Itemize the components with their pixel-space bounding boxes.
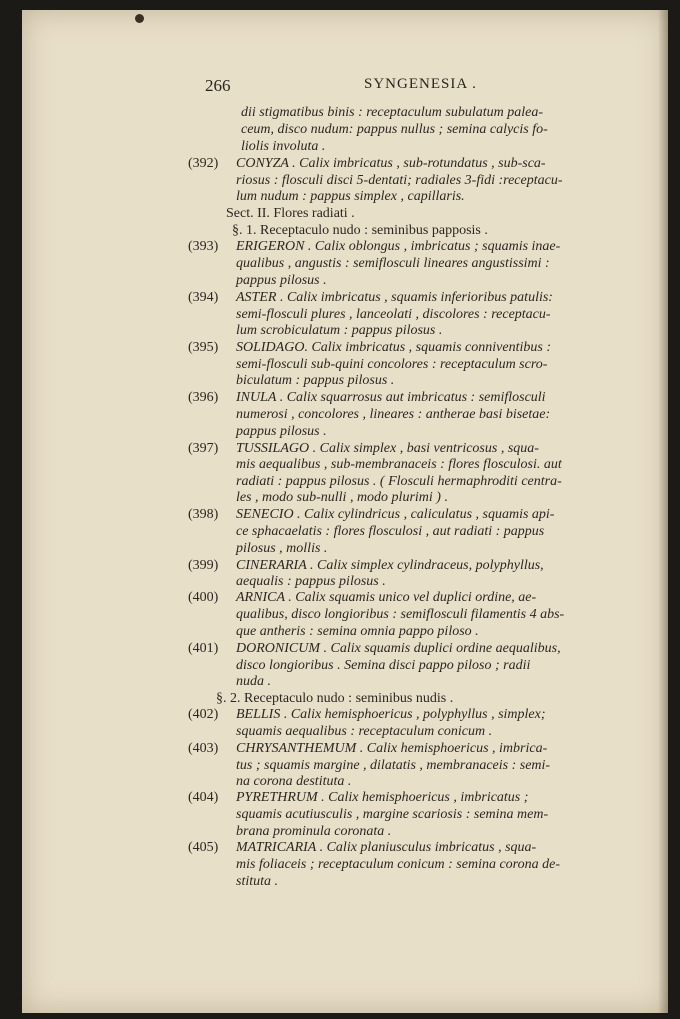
text-line: mis aequalibus , sub-membranaceis : flores flosculosi. aut xyxy=(236,457,562,472)
text-line: qualibus, disco longioribus : semiflosculi filamentis 4 abs- xyxy=(236,607,565,622)
text-line: pappus pilosus . xyxy=(236,424,327,439)
text-line: ARNICA . Calix squamis unico vel duplici ordine, ae- xyxy=(236,590,537,605)
text-line: pappus pilosus . xyxy=(236,273,327,288)
section-heading: Sect. II. Flores radiati . xyxy=(226,206,355,221)
text-line: na corona destituta . xyxy=(236,774,352,789)
page-number: 266 xyxy=(205,76,231,95)
entry-number: (403) xyxy=(188,741,219,756)
entry-number: (395) xyxy=(188,340,219,355)
text-line: liolis involuta . xyxy=(241,139,326,154)
text-line: semi-flosculi sub-quini concolores : receptaculum scro- xyxy=(236,357,548,372)
entry-number: (394) xyxy=(188,290,219,305)
text-line: MATRICARIA . Calix planiusculus imbricatus , squa- xyxy=(236,840,537,855)
entry-number: (396) xyxy=(188,390,219,405)
entry-number: (393) xyxy=(188,239,219,254)
text-line: SENECIO . Calix cylindricus , caliculatus , squamis api- xyxy=(236,507,555,522)
page-header xyxy=(22,76,668,96)
text-line: pilosus , mollis . xyxy=(236,541,328,556)
text-line: biculatum : pappus pilosus . xyxy=(236,373,395,388)
text-line: ceum, disco nudum: pappus nullus ; semina calycis fo- xyxy=(241,122,548,137)
entry-number: (392) xyxy=(188,156,219,171)
text-line: radiati : pappus pilosus . ( Flosculi hermaphroditi centra- xyxy=(236,474,562,489)
text-line: CINERARIA . Calix simplex cylindraceus, polyphyllus, xyxy=(236,558,544,573)
text-line: les , modo sub-nulli , modo plurimi ) . xyxy=(236,490,448,505)
text-line: INULA . Calix squarrosus aut imbricatus : semiflosculi xyxy=(236,390,546,405)
text-line: stituta . xyxy=(236,874,279,889)
entry-number: (404) xyxy=(188,790,219,805)
text-line: aequalis : pappus pilosus . xyxy=(236,574,386,589)
subsection-heading: §. 1. Receptaculo nudo : seminibus papposis . xyxy=(232,223,488,238)
running-title: SYNGENESIA . xyxy=(364,76,477,92)
text-line: BELLIS . Calix hemisphoericus , polyphyllus , simplex; xyxy=(236,707,546,722)
text-line: semi-flosculi plures , lanceolati , discolores : receptacu- xyxy=(236,307,551,322)
text-line: squamis acutiusculis , margine scariosis : semina mem- xyxy=(236,807,549,822)
text-line: TUSSILAGO . Calix simplex , basi ventricosus , squa- xyxy=(236,441,539,456)
entry-number: (399) xyxy=(188,558,219,573)
pin-hole xyxy=(135,14,144,23)
text-line: nuda . xyxy=(236,674,271,689)
text-line: mis foliaceis ; receptaculum conicum : semina corona de- xyxy=(236,857,560,872)
text-line: disco longioribus . Semina disci pappo piloso ; radii xyxy=(236,658,531,673)
entry-number: (401) xyxy=(188,641,219,656)
text-line: dii stigmatibus binis : receptaculum subulatum palea- xyxy=(241,105,544,120)
text-line: ce sphacaelatis : flores flosculosi , aut radiati : pappus xyxy=(236,524,545,539)
entry-number: (402) xyxy=(188,707,219,722)
text-line: SOLIDAGO. Calix imbricatus , squamis conniventibus : xyxy=(236,340,551,355)
text-line: ERIGERON . Calix oblongus , imbricatus ; squamis inae- xyxy=(236,239,561,254)
text-line: DORONICUM . Calix squamis duplici ordine aequalibus, xyxy=(236,641,561,656)
entry-number: (397) xyxy=(188,441,219,456)
page-fold-shadow xyxy=(658,10,668,1013)
text-line: squamis aequalibus : receptaculum conicum . xyxy=(236,724,493,739)
entry-number: (405) xyxy=(188,840,219,855)
text-line: numerosi , concolores , lineares : antherae basi bisetae: xyxy=(236,407,551,422)
text-line: que antheris : semina omnia pappo piloso . xyxy=(236,624,479,639)
text-line: CONYZA . Calix imbricatus , sub-rotundatus , sub-sca- xyxy=(236,156,546,171)
book-page xyxy=(22,10,668,1013)
entry-number: (400) xyxy=(188,590,219,605)
text-line: ASTER . Calix imbricatus , squamis inferioribus patulis: xyxy=(236,290,553,305)
text-line: CHRYSANTHEMUM . Calix hemisphoericus , imbrica- xyxy=(236,741,548,756)
subsection-heading: §. 2. Receptaculo nudo : seminibus nudis . xyxy=(216,691,454,706)
text-line: brana prominula coronata . xyxy=(236,824,392,839)
text-line: lum scrobiculatum : pappus pilosus . xyxy=(236,323,443,338)
text-line: riosus : flosculi disci 5-dentati; radiales 3-fidi :receptacu- xyxy=(236,173,563,188)
text-line: lum nudum : pappus simplex , capillaris. xyxy=(236,189,465,204)
text-line: tus ; squamis margine , dilatatis , membranaceis : semi- xyxy=(236,758,551,773)
text-line: PYRETHRUM . Calix hemisphoericus , imbricatus ; xyxy=(236,790,529,805)
text-line: qualibus , angustis : semiflosculi lineares angustissimi : xyxy=(236,256,550,271)
entry-number: (398) xyxy=(188,507,219,522)
